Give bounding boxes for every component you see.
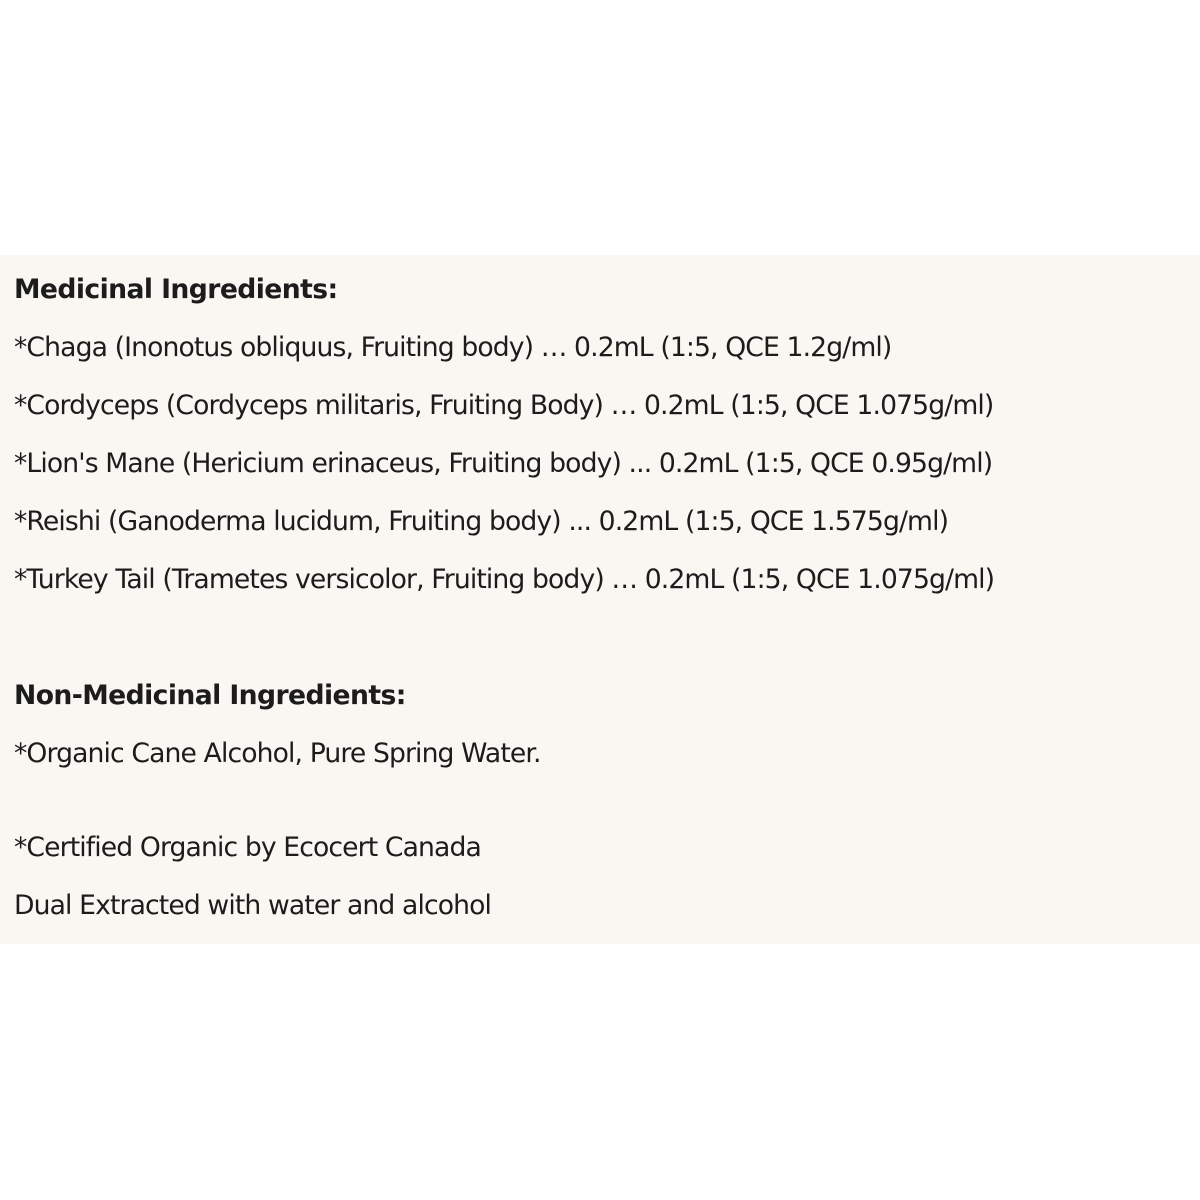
medicinal-ingredients-heading: Medicinal Ingredients: [14,274,338,305]
non-medicinal-ingredients-heading: Non-Medicinal Ingredients: [14,680,406,711]
ingredients-panel [0,255,1200,944]
certification-note: *Certified Organic by Ecocert Canada [14,832,481,863]
ingredient-line: *Lion's Mane (Hericium erinaceus, Fruiting body) ... 0.2mL (1:5, QCE 0.95g/ml) [14,448,993,479]
section-spacer [14,783,1200,819]
non-medicinal-ingredient-line: *Organic Cane Alcohol, Pure Spring Water. [14,738,541,769]
extraction-note: Dual Extracted with water and alcohol [14,890,492,921]
ingredient-line: *Cordyceps (Cordyceps militaris, Fruiting Body) … 0.2mL (1:5, QCE 1.075g/ml) [14,390,994,421]
ingredient-line: *Chaga (Inonotus obliquus, Fruiting body) … 0.2mL (1:5, QCE 1.2g/ml) [14,332,892,363]
ingredient-line: *Turkey Tail (Trametes versicolor, Fruiting body) … 0.2mL (1:5, QCE 1.075g/ml) [14,564,995,595]
ingredient-line: *Reishi (Ganoderma lucidum, Fruiting body) ... 0.2mL (1:5, QCE 1.575g/ml) [14,506,949,537]
section-spacer [14,609,1200,667]
